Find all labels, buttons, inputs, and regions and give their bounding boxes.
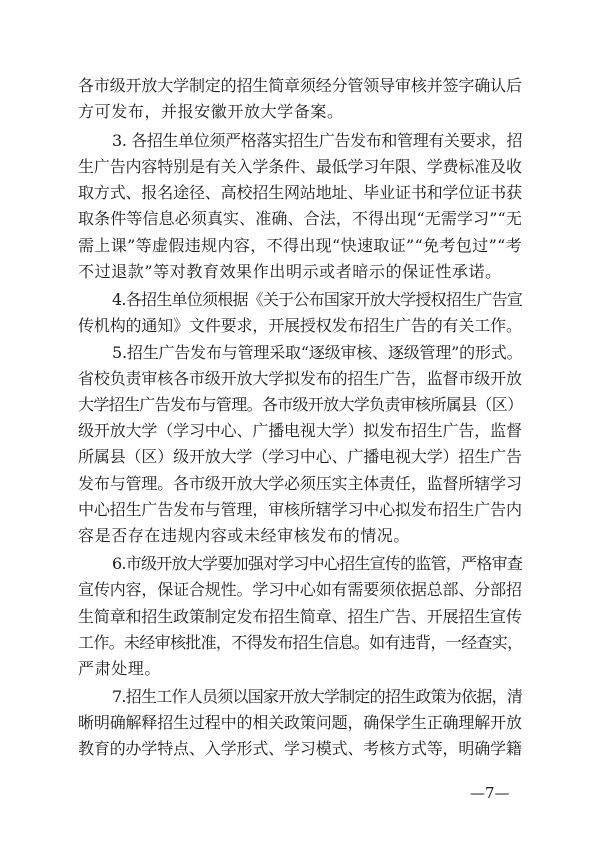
text-line: 方可发布，并报安徽开放大学备案。 — [78, 102, 344, 121]
text-line: 宣传内容，保证合规性。学习中心如有需要须依据总部、分部招 — [78, 580, 522, 599]
text-line: 3. 各招生单位须严格落实招生广告发布和管理有关要求，招 — [112, 131, 523, 150]
text-line: 各市级开放大学制定的招生简章须经分管领导审核并签字确认后 — [78, 76, 522, 95]
text-line: 级开放大学（学习中心、广播电视大学）拟发布招生广告，监督 — [78, 421, 522, 440]
text-line: 晰明确解释招生过程中的相关政策问题，确保学生正确理解开放 — [78, 713, 522, 732]
text-line: 大学招生广告发布与管理。各市级开放大学负责审核所属县（区） — [78, 395, 523, 414]
text-line: 取条件等信息必须真实、准确、合法，不得出现“无需学习”“无 — [78, 209, 522, 228]
text-line: 生广告内容特别是有关入学条件、最低学习年限、学费标准及收 — [78, 157, 522, 176]
text-line: 省校负责审核各市级开放大学拟发布的招生广告，监督市级开放 — [78, 369, 522, 388]
text-line: 6.市级开放大学要加强对学习中心招生宣传的监管，严格审查 — [112, 554, 523, 573]
text-line: 所属县（区）级开放大学（学习中心、广播电视大学）招生广告 — [78, 447, 522, 466]
text-line: 5.招生广告发布与管理采取“逐级审核、逐级管理”的形式。 — [112, 343, 523, 362]
text-line: 工作。未经审核批准，不得发布招生信息。如有违背，一经查实， — [78, 633, 523, 652]
text-line: 教育的办学特点、入学形式、学习模式、考核方式等，明确学籍 — [78, 739, 522, 758]
text-line: 不过退款”等对教育效果作出明示或者暗示的保证性承诺。 — [78, 262, 502, 281]
text-line: 4.各招生单位须根据《关于公布国家开放大学授权招生广告宣 — [112, 290, 523, 309]
text-line: 中心招生广告发布与管理，审核所辖学习中心拟发布招生广告内 — [78, 500, 522, 519]
text-line: 传机构的通知》文件要求，开展授权发布招生广告的有关工作。 — [78, 316, 522, 335]
text-line: 发布与管理。各市级开放大学必须压实主体责任，监督所辖学习 — [78, 474, 522, 493]
text-line: 取方式、报名途径、高校招生网站地址、毕业证书和学位证书获 — [78, 183, 522, 202]
text-line: 严肃处理。 — [78, 659, 162, 678]
text-line: 7.招生工作人员须以国家开放大学制定的招生政策为依据，清 — [112, 687, 523, 706]
text-line: 容是否存在违规内容或未经审核发布的情况。 — [78, 526, 411, 545]
text-line: 需上课”等虚假违规内容，不得出现“快速取证”“免考包过”“考 — [78, 236, 523, 255]
text-line: 生简章和招生政策制定发布招生简章、招生广告、开展招生宣传 — [78, 607, 522, 626]
page-number: —7— — [470, 784, 510, 802]
